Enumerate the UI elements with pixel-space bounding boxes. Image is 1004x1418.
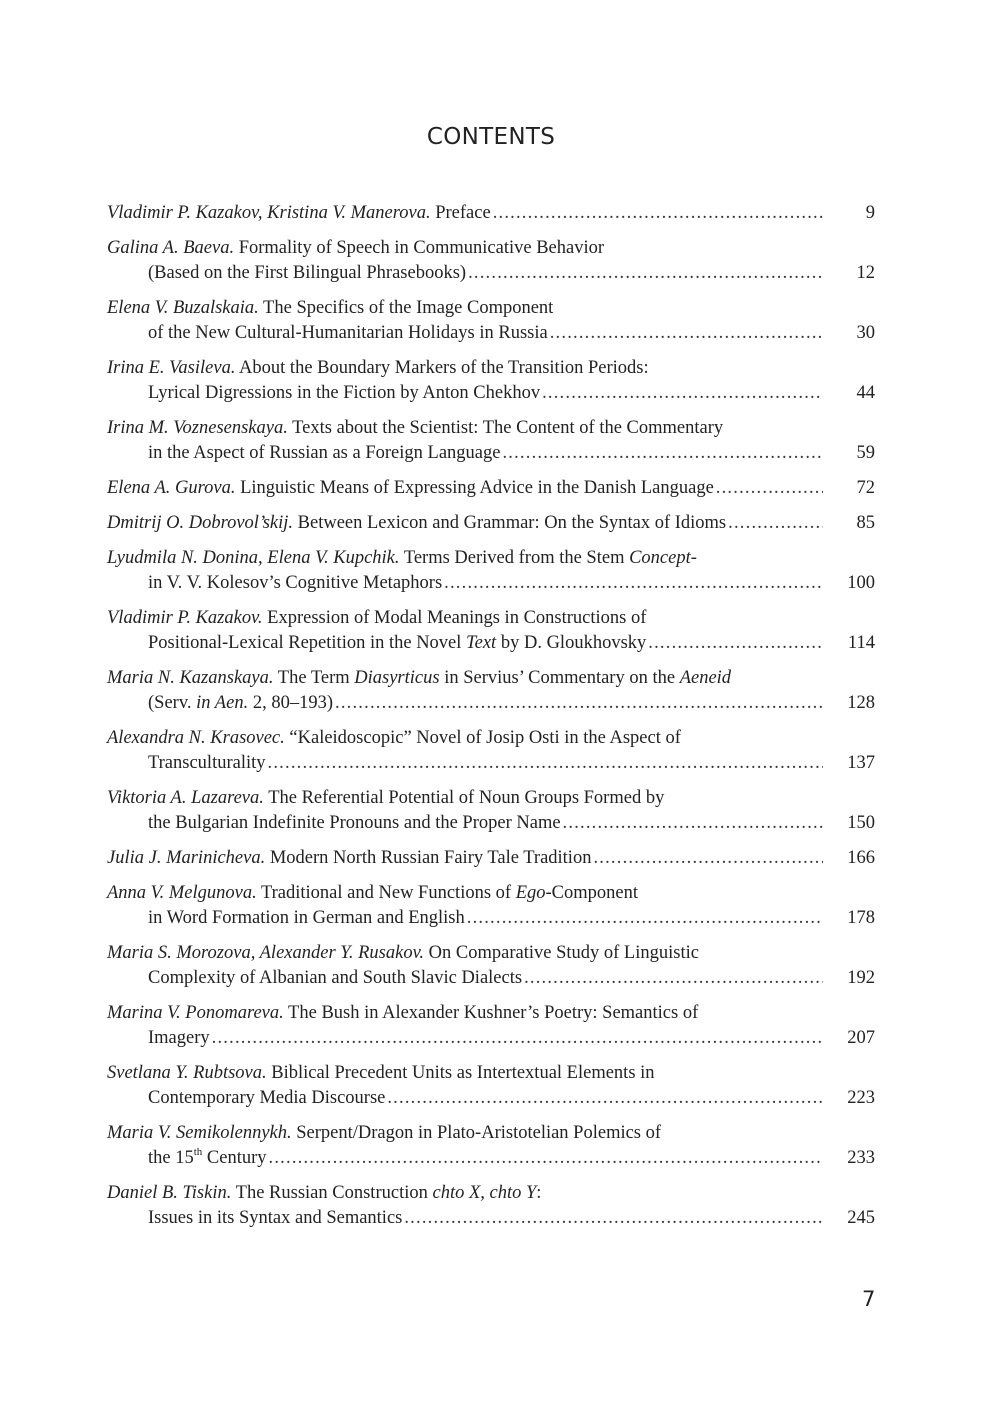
toc-entry-title-segment: :: [536, 1183, 542, 1203]
dot-leader: [493, 201, 823, 226]
toc-entry[interactable]: [107, 1001, 875, 1051]
toc-entry-text: [107, 883, 638, 903]
toc-entry-author: Maria S. Morozova, Alexander Y. Rusakov.: [107, 943, 425, 963]
toc-entry-author: Vladimir P. Kazakov.: [107, 608, 263, 628]
toc-entry-text: [148, 631, 646, 656]
toc-entry-title-segment: in Servius’ Commentary on the: [439, 668, 680, 688]
toc-entry-text: [107, 788, 664, 808]
toc-entry-author: Elena V. Buzalskaia.: [107, 298, 259, 318]
toc-entry-title-segment: Formality of Speech in Communicative Behavior: [234, 238, 605, 258]
toc-entry[interactable]: [107, 786, 875, 836]
toc-entry-title-segment: Century: [202, 1148, 267, 1168]
toc-entry-author: Alexandra N. Krasovec.: [107, 728, 285, 748]
toc-entry-title-segment: Preface: [430, 203, 491, 223]
toc-entry-page: 12: [856, 263, 875, 283]
toc-entry-author: Maria N. Kazanskaya.: [107, 668, 274, 688]
toc-entry-author: Vladimir P. Kazakov, Kristina V. Manerova.: [107, 203, 431, 223]
toc-entry-author: Svetlana Y. Rubtsova.: [107, 1063, 267, 1083]
toc-entry-text: [148, 811, 561, 836]
toc-entry-title-segment: in Word Formation in German and English: [148, 908, 465, 928]
toc-entry-title-segment: 2, 80–193): [248, 693, 333, 713]
toc-entry-text: [107, 418, 723, 438]
toc-entry-title-segment: Ego: [515, 883, 546, 903]
toc-entry-text: [107, 548, 697, 568]
toc-entry-text: [148, 1206, 402, 1231]
toc-entry[interactable]: [107, 666, 875, 716]
dot-leader: [468, 261, 823, 286]
toc-entry-author: Daniel B. Tiskin.: [107, 1183, 232, 1203]
toc-entry-title-segment: Texts about the Scientist: The Content of the Commentary: [287, 418, 724, 438]
dot-leader: [550, 321, 823, 346]
toc-entry-title-segment: Positional-Lexical Repetition in the Novel: [148, 633, 467, 653]
dot-leader: [502, 441, 823, 466]
toc-entry-title-segment: Issues in its Syntax and Semantics: [148, 1208, 403, 1228]
toc-entry-title-segment: Terms Derived from the Stem: [399, 548, 630, 568]
toc-entry-author: Irina M. Voznesenskaya.: [107, 418, 288, 438]
toc-entry-title-segment: Diasyrticus: [354, 668, 440, 688]
page-number: 7: [862, 1287, 876, 1311]
toc-entry-page: 178: [847, 908, 875, 928]
toc-entry-page: 72: [856, 478, 875, 498]
toc-entry[interactable]: [107, 1181, 875, 1231]
toc-entry-title-segment: Transculturality: [148, 753, 266, 773]
toc-entry-author: Anna V. Melgunova.: [107, 883, 257, 903]
toc-entry[interactable]: [107, 606, 875, 656]
toc-entry-page: 166: [847, 848, 875, 868]
toc-entry-title-segment: Aeneid: [679, 668, 732, 688]
toc-entry-page: 223: [847, 1088, 875, 1108]
toc-entry-text: [107, 511, 726, 536]
toc-entry-title-segment: Linguistic Means of Expressing Advice in the Danish Language: [235, 478, 714, 498]
toc-entry-text: [107, 1123, 661, 1143]
toc-entry-title-segment: Text: [466, 633, 497, 653]
toc-entry-author: Julia J. Marinicheva.: [107, 848, 266, 868]
dot-leader: [268, 751, 823, 776]
toc-entry-author: Irina E. Vasileva.: [107, 358, 236, 378]
toc-entry-text: [148, 571, 442, 596]
toc-entry[interactable]: [107, 881, 875, 931]
toc-entry-title-segment: -Component: [545, 883, 639, 903]
toc-entry[interactable]: [107, 356, 875, 406]
toc-entry-title-segment: Concept-: [629, 548, 697, 568]
toc-entry-title-segment: in the Aspect of Russian as a Foreign Language: [148, 443, 501, 463]
dot-leader: [648, 631, 823, 656]
toc-entry-title-segment: About the Boundary Markers of the Transition Periods:: [235, 358, 649, 378]
dot-leader: [716, 476, 823, 501]
toc-entry-page: 9: [865, 203, 875, 223]
dot-leader: [335, 691, 823, 716]
toc-entry-text: [148, 751, 266, 776]
toc-entry-page: 114: [847, 633, 875, 653]
toc-entry-text: [107, 728, 681, 748]
toc-entry[interactable]: [107, 416, 875, 466]
toc-entry-text: [148, 321, 548, 346]
toc-entry-title-segment: by D. Gloukhovsky: [496, 633, 647, 653]
toc-entry-title-segment: Contemporary Media Discourse: [148, 1088, 386, 1108]
toc-entry-title-segment: Complexity of Albanian and South Slavic Dialects: [148, 968, 523, 988]
dot-leader: [593, 846, 823, 871]
toc-entry-title-segment: On Comparative Study of Linguistic: [424, 943, 699, 963]
toc-entry-page: 44: [856, 383, 875, 403]
toc-entry[interactable]: [107, 1061, 875, 1111]
toc-entry-title-segment: The Russian Construction: [231, 1183, 433, 1203]
toc-entry-title-segment: Biblical Precedent Units as Intertextual Elements in: [266, 1063, 655, 1083]
toc-entry-page: 59: [856, 443, 875, 463]
toc-entry-text: [148, 261, 466, 286]
dot-leader: [467, 906, 823, 931]
toc-entry-author: Galina A. Baeva.: [107, 238, 235, 258]
toc-entry-text: [107, 1003, 698, 1023]
toc-entry-title-segment: in Aen.: [196, 693, 249, 713]
toc-entry[interactable]: [107, 846, 875, 871]
toc-entry-text: [148, 691, 333, 716]
toc-entry-title-segment: chto X, chto Y: [432, 1183, 537, 1203]
dot-leader: [212, 1026, 823, 1051]
toc-entry-author: Maria V. Semikolennykh.: [107, 1123, 292, 1143]
toc-entry-text: [107, 846, 591, 871]
toc-entry-text: [107, 298, 553, 318]
toc-entry[interactable]: [107, 511, 875, 536]
toc-entry[interactable]: [107, 546, 875, 596]
toc-entry-page: 30: [856, 323, 875, 343]
toc-entry-page: 100: [847, 573, 875, 593]
toc-entry-page: 150: [847, 813, 875, 833]
toc-entry-page: 207: [847, 1028, 875, 1048]
toc-entry-title-segment: th: [193, 1146, 203, 1158]
toc-entry-author: Dmitrij O. Dobrovol’skij.: [107, 513, 294, 533]
toc-entry-page: 233: [847, 1148, 875, 1168]
toc-entry-text: [107, 608, 646, 628]
toc-entry-title-segment: Lyrical Digressions in the Fiction by Anton Chekhov: [148, 383, 541, 403]
toc-entry-text: [148, 966, 522, 991]
page-title: CONTENTS: [426, 124, 556, 150]
toc-entry-text: [107, 1183, 541, 1203]
dot-leader: [524, 966, 823, 991]
toc-entry-page: 245: [847, 1208, 875, 1228]
toc-entry-text: [107, 1063, 655, 1083]
toc-entry-title-segment: The Bush in Alexander Kushner’s Poetry: Semantics of: [283, 1003, 699, 1023]
toc-entry-title-segment: the 15: [148, 1148, 194, 1168]
toc-entry-title-segment: (Based on the First Bilingual Phrasebooks): [148, 263, 467, 283]
toc-entry[interactable]: [107, 201, 875, 226]
toc-entry-title-segment: Imagery: [148, 1028, 210, 1048]
toc-entry-text: [148, 1086, 385, 1111]
toc-entry-title-segment: “Kaleidoscopic” Novel of Josip Osti in the Aspect of: [284, 728, 681, 748]
toc-entry[interactable]: [107, 236, 875, 286]
toc-entry-title-segment: The Referential Potential of Noun Groups Formed by: [263, 788, 665, 808]
toc-entry-text: [107, 943, 699, 963]
toc-entry-text: [107, 668, 731, 688]
toc-entry-title-segment: Modern North Russian Fairy Tale Tradition: [265, 848, 592, 868]
toc-entry[interactable]: [107, 726, 875, 776]
toc-entry-author: Viktoria A. Lazareva.: [107, 788, 264, 808]
toc-entry-title-segment: the Bulgarian Indefinite Pronouns and the Proper Name: [148, 813, 561, 833]
toc-entry-author: Marina V. Ponomareva.: [107, 1003, 284, 1023]
toc-entry-text: [148, 906, 465, 931]
toc-entry-title-segment: The Term: [273, 668, 355, 688]
toc-entry-text: [148, 381, 540, 406]
toc-entry[interactable]: [107, 296, 875, 346]
toc-entry-text: [107, 238, 604, 258]
dot-leader: [269, 1146, 823, 1171]
toc-entry[interactable]: [107, 476, 875, 501]
toc-entry-page: 137: [847, 753, 875, 773]
toc-entry-title-segment: in V. V. Kolesov’s Cognitive Metaphors: [148, 573, 443, 593]
toc-entry-text: [107, 358, 649, 378]
toc-entry-text: [148, 441, 500, 466]
toc-entry-title-segment: Expression of Modal Meanings in Constructions of: [262, 608, 647, 628]
dot-leader: [542, 381, 823, 406]
toc-entry-page: 128: [847, 693, 875, 713]
toc-entry-author: Elena A. Gurova.: [107, 478, 236, 498]
toc-entry-text: [107, 201, 491, 226]
toc-entry-text: [148, 1146, 267, 1171]
toc-entry-author: Lyudmila N. Donina, Elena V. Kupchik.: [107, 548, 400, 568]
toc-entry-title-segment: Serpent/Dragon in Plato-Aristotelian Polemics of: [291, 1123, 662, 1143]
dot-leader: [387, 1086, 823, 1111]
dot-leader: [563, 811, 823, 836]
toc-entry[interactable]: [107, 941, 875, 991]
toc-entry-page: 85: [856, 513, 875, 533]
dot-leader: [404, 1206, 823, 1231]
toc-entry[interactable]: [107, 1121, 875, 1171]
dot-leader: [444, 571, 823, 596]
toc-entry-title-segment: The Specifics of the Image Component: [258, 298, 554, 318]
toc-entry-title-segment: (Serv.: [148, 693, 197, 713]
toc-entry-title-segment: Between Lexicon and Grammar: On the Syntax of Idioms: [293, 513, 727, 533]
toc-entry-text: [107, 476, 714, 501]
dot-leader: [728, 511, 823, 536]
toc-entry-title-segment: Traditional and New Functions of: [256, 883, 516, 903]
toc-entry-title-segment: of the New Cultural-Humanitarian Holidays in Russia: [148, 323, 548, 343]
toc-entry-page: 192: [847, 968, 875, 988]
toc-entry-text: [148, 1026, 210, 1051]
